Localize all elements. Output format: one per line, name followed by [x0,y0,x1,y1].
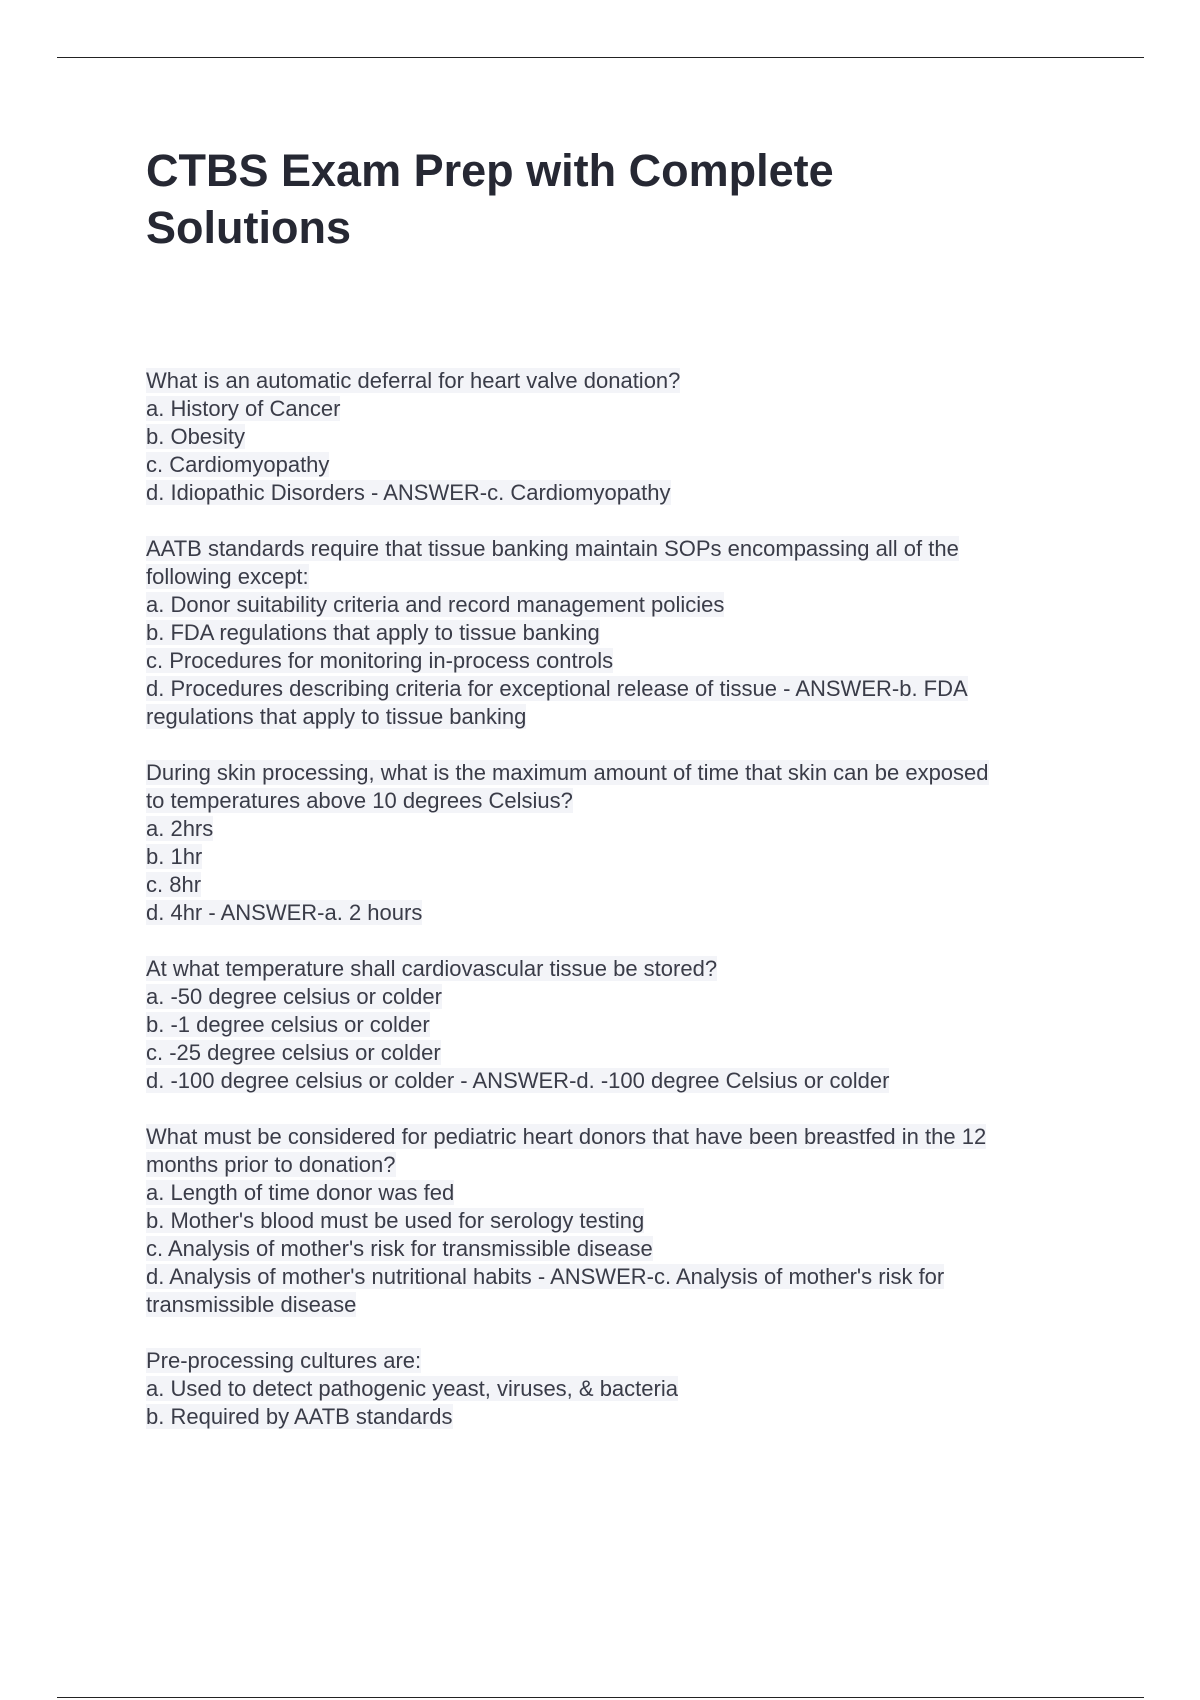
question-line [146,591,1086,619]
question-block [146,759,1086,927]
line-text: c. Procedures for monitoring in-process controls [146,648,614,673]
line-text: c. 8hr [146,872,202,897]
question-line [146,1375,1086,1403]
question-line [146,451,1086,479]
line-text: At what temperature shall cardiovascular tissue be stored? [146,956,718,981]
line-text: Pre-processing cultures are: [146,1348,422,1373]
line-text: b. Obesity [146,424,246,449]
question-line [146,423,1086,451]
question-line [146,563,1086,591]
line-text: a. Used to detect pathogenic yeast, viruses, & bacteria [146,1376,678,1401]
line-text: c. Analysis of mother's risk for transmissible disease [146,1236,653,1261]
line-text: c. -25 degree celsius or colder [146,1040,441,1065]
line-text: b. Required by AATB standards [146,1404,453,1429]
question-block [146,367,1086,507]
question-text [146,1123,1086,1151]
question-line [146,983,1086,1011]
line-text: d. Idiopathic Disorders - ANSWER-c. Cardiomyopathy [146,480,671,505]
line-text: During skin processing, what is the maximum amount of time that skin can be exposed [146,760,989,785]
question-line [146,647,1086,675]
bottom-rule [57,1697,1144,1698]
question-text [146,367,1086,395]
question-line [146,787,1086,815]
question-block [146,1123,1086,1319]
line-text: d. Analysis of mother's nutritional habits - ANSWER-c. Analysis of mother's risk for [146,1264,945,1289]
line-text: months prior to donation? [146,1152,396,1177]
question-line [146,1403,1086,1431]
top-rule [57,57,1144,58]
page-title: CTBS Exam Prep with Complete Solutions [146,145,834,253]
question-list [146,367,1086,1459]
question-text [146,955,1086,983]
question-line [146,703,1086,731]
question-text [146,535,1086,563]
line-text: AATB standards require that tissue banking maintain SOPs encompassing all of the [146,536,959,561]
line-text: d. Procedures describing criteria for exceptional release of tissue - ANSWER-b. FDA [146,676,968,701]
question-line [146,395,1086,423]
question-line [146,1291,1086,1319]
question-line [146,815,1086,843]
question-line [146,1151,1086,1179]
line-text: transmissible disease [146,1292,357,1317]
line-text: d. -100 degree celsius or colder - ANSWER-d. -100 degree Celsius or colder [146,1068,890,1093]
question-line [146,1067,1086,1095]
line-text: d. 4hr - ANSWER-a. 2 hours [146,900,423,925]
question-line [146,1207,1086,1235]
line-text: c. Cardiomyopathy [146,452,330,477]
question-line [146,1011,1086,1039]
question-line [146,1179,1086,1207]
question-line [146,1263,1086,1291]
line-text: b. -1 degree celsius or colder [146,1012,430,1037]
line-text: b. FDA regulations that apply to tissue banking [146,620,600,645]
question-line [146,843,1086,871]
question-line [146,1235,1086,1263]
line-text: a. Length of time donor was fed [146,1180,455,1205]
question-line [146,1039,1086,1067]
question-line [146,479,1086,507]
line-text: to temperatures above 10 degrees Celsius? [146,788,573,813]
question-block [146,1347,1086,1431]
line-text: a. Donor suitability criteria and record management policies [146,592,725,617]
question-block [146,955,1086,1095]
question-line [146,619,1086,647]
line-text: following except: [146,564,309,589]
question-block [146,535,1086,731]
question-text [146,1347,1086,1375]
question-line [146,871,1086,899]
question-line [146,899,1086,927]
line-text: b. 1hr [146,844,203,869]
line-text: a. 2hrs [146,816,214,841]
line-text: What is an automatic deferral for heart valve donation? [146,368,681,393]
line-text: a. -50 degree celsius or colder [146,984,442,1009]
line-text: What must be considered for pediatric heart donors that have been breastfed in the 12 [146,1124,987,1149]
line-text: regulations that apply to tissue banking [146,704,527,729]
question-line [146,675,1086,703]
line-text: b. Mother's blood must be used for serology testing [146,1208,645,1233]
line-text: a. History of Cancer [146,396,341,421]
question-text [146,759,1086,787]
